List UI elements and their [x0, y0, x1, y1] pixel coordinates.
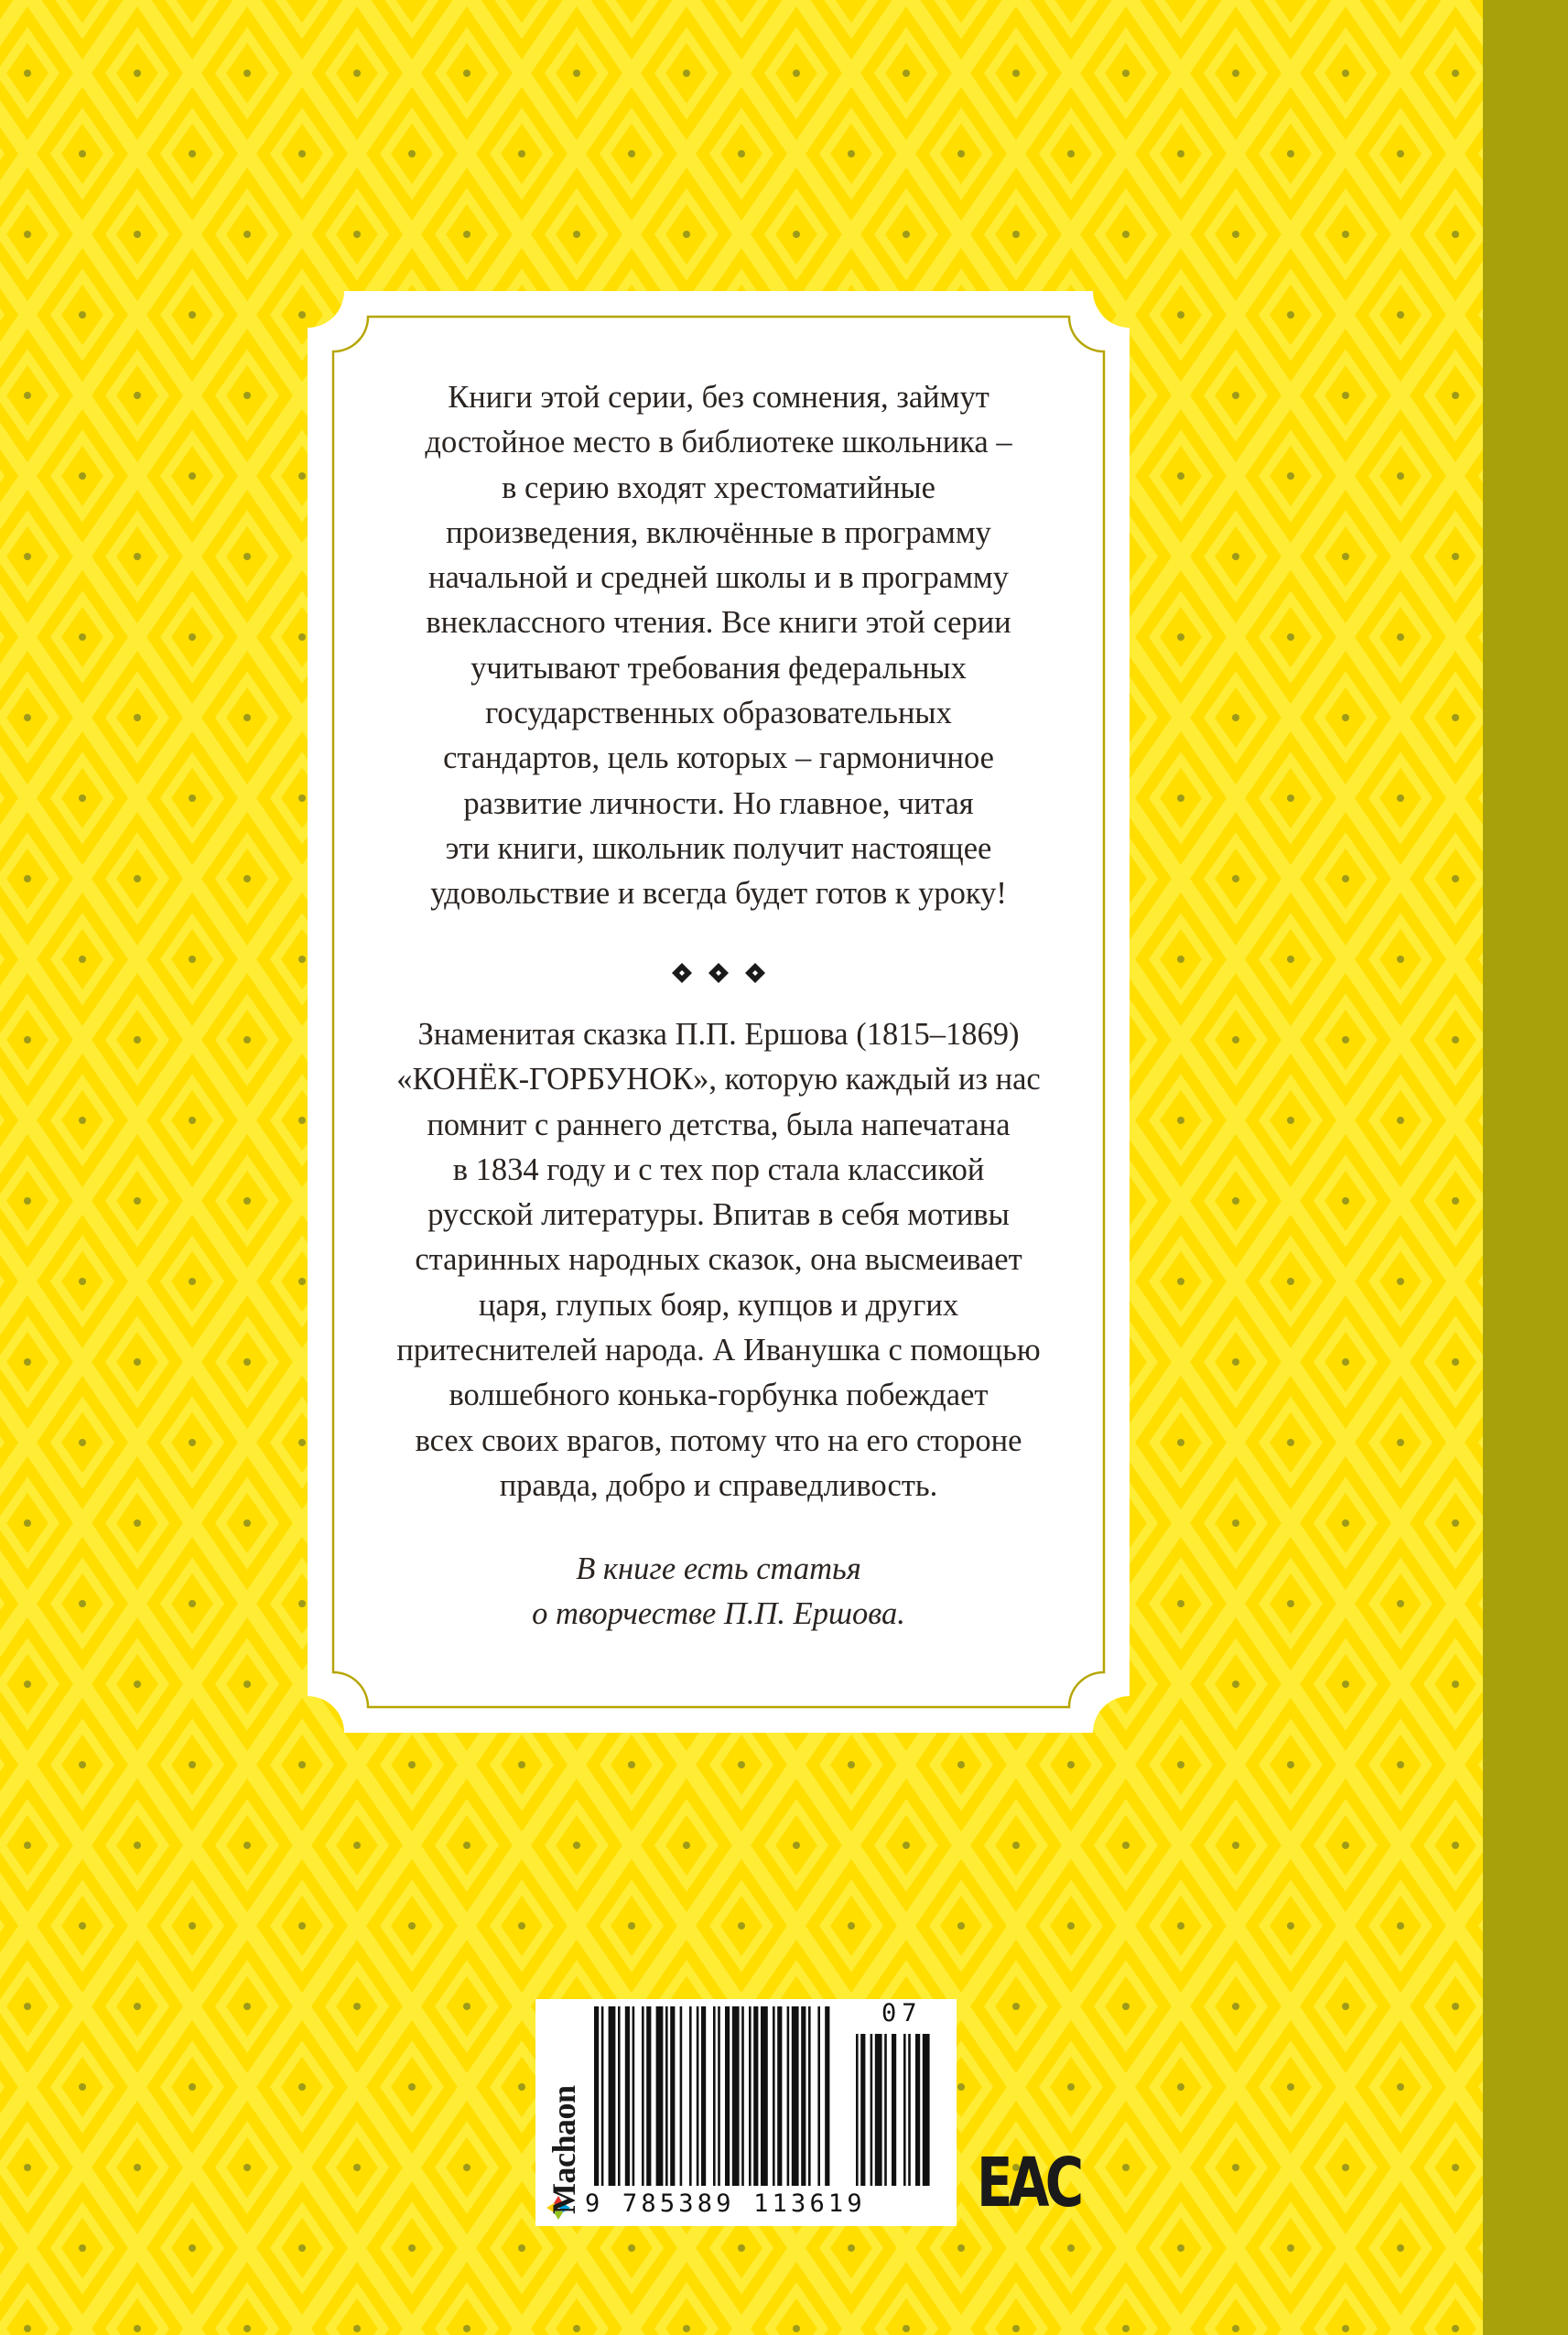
barcode-bar — [594, 2006, 599, 2186]
barcode-bar — [625, 2006, 630, 2186]
barcode-bar — [601, 2006, 604, 2186]
text-line: притеснителей народа. А Иванушка с помощью — [396, 1333, 1041, 1368]
isbn-barcode — [581, 2003, 957, 2190]
barcode-addon-bar — [856, 2034, 859, 2186]
barcode-bar — [741, 2006, 744, 2186]
text-line: внеклассного чтения. Все книги этой серии — [426, 605, 1011, 641]
barcode-bar — [633, 2006, 635, 2186]
barcode-addon-bar — [903, 2034, 906, 2186]
barcode-bar — [680, 2006, 683, 2186]
book-spine-edge — [1483, 0, 1568, 2335]
barcode-bar — [725, 2006, 730, 2186]
barcode-addon-bar — [892, 2034, 896, 2186]
barcode-bar — [808, 2006, 811, 2186]
barcode-bar — [773, 2006, 775, 2186]
barcode-addon-bar — [915, 2034, 920, 2186]
barcode-bar — [753, 2006, 758, 2186]
barcode-bar — [670, 2006, 675, 2186]
text-line: Книги этой серии, без сомнения, займут — [448, 380, 989, 415]
series-description — [362, 375, 1075, 917]
text-line: царя, глупых бояр, купцов и других — [478, 1287, 959, 1323]
barcode-bar — [697, 2006, 699, 2186]
barcode-bar — [732, 2006, 740, 2186]
barcode-bar — [656, 2006, 664, 2186]
text-line: русской литературы. Впитав в себя мотивы — [427, 1197, 1010, 1233]
barcode-bar — [665, 2006, 668, 2186]
text-line: Знаменитая сказка П.П. Ершова (1815–1869) — [417, 1017, 1020, 1052]
diamond-separator — [308, 959, 1130, 987]
barcode-bar — [642, 2006, 644, 2186]
barcode-addon-bar — [908, 2034, 911, 2186]
barcode-bar — [817, 2006, 820, 2186]
barcode-bar — [609, 2006, 616, 2186]
barcode-addon-bar — [875, 2034, 882, 2186]
text-line: государственных образовательных — [485, 696, 952, 731]
publisher-logo — [535, 1999, 581, 2226]
text-line: старинных народных сказок, она высмеивает — [415, 1242, 1022, 1278]
barcode-addon-bar — [871, 2034, 873, 2186]
text-line: о творчестве П.П. Ершова. — [532, 1596, 905, 1632]
text-line: В книге есть статья — [576, 1551, 861, 1586]
diamond-ornament-icon — [668, 959, 769, 987]
barcode-bar — [801, 2006, 806, 2186]
barcode-addon-bar — [860, 2034, 865, 2186]
text-line: волшебного конька-горбунка побеждает — [449, 1378, 989, 1413]
description-card — [308, 291, 1130, 1733]
text-line: достойное место в библиотеке школьника – — [425, 425, 1012, 460]
text-line: учитывают требования федеральных — [470, 650, 967, 686]
text-line: в 1834 году и с тех пор стала классикой — [452, 1151, 985, 1187]
barcode-bar — [646, 2006, 651, 2186]
text-line: в серию входят хрестоматийные — [502, 470, 935, 505]
barcode-bar — [701, 2006, 706, 2186]
text-line: развитие личности. Но главное, читая — [463, 785, 974, 821]
isbn-number: 9 785389 113619 — [585, 2189, 866, 2218]
book-description — [362, 1012, 1075, 1508]
barcode-bar — [749, 2006, 752, 2186]
text-line: правда, добро и справедливость. — [499, 1467, 938, 1503]
text-line: всех своих врагов, потому что на его стороне — [415, 1422, 1022, 1458]
barcode-bar — [689, 2006, 692, 2186]
text-line: удовольствие и всегда будет готов к уроку! — [430, 876, 1007, 912]
barcode-panel — [535, 1999, 957, 2226]
barcode-bar — [792, 2006, 799, 2186]
barcode-addon-bar — [923, 2034, 930, 2186]
barcode-bar — [825, 2006, 829, 2186]
barcode-bar — [713, 2006, 716, 2186]
barcode-bar — [761, 2006, 768, 2186]
barcode-bar — [787, 2006, 790, 2186]
article-note — [362, 1547, 1075, 1638]
text-line: произведения, включённые в программу — [446, 514, 991, 550]
barcode-addon: 07 — [881, 1999, 923, 2027]
barcode-bar — [618, 2006, 621, 2186]
text-line: «КОНЁК-ГОРБУНОК», которую каждый из нас — [396, 1062, 1041, 1097]
text-line: помнит с раннего детства, была напечатана — [427, 1107, 1011, 1142]
text-line: стандартов, цель которых – гармоничное — [443, 740, 994, 776]
eac-certification-mark: EAC — [977, 2144, 1080, 2222]
text-line: начальной и средней школы и в программу — [427, 560, 1010, 596]
barcode-bar — [718, 2006, 720, 2186]
text-line: эти книги, школьник получит настоящее — [445, 830, 992, 866]
publisher-name: Machaon — [546, 2085, 582, 2214]
barcode-addon-bar — [884, 2034, 887, 2186]
barcode-bar — [777, 2006, 782, 2186]
